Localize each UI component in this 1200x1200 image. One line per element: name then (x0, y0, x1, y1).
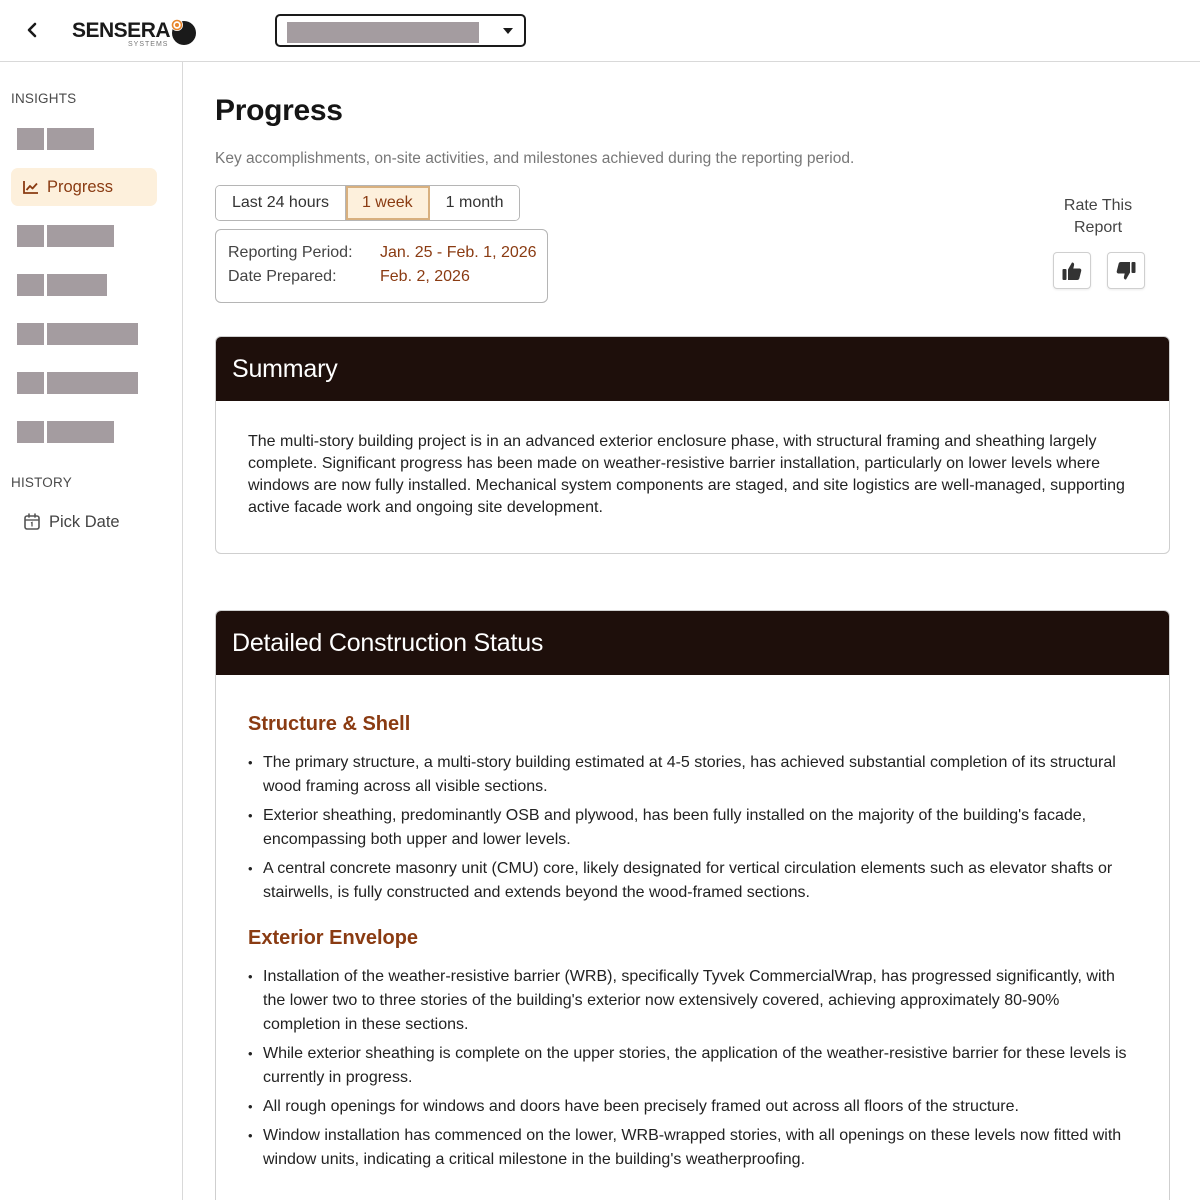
logo-mark-icon (168, 16, 198, 46)
rate-report-label (1043, 195, 1153, 239)
structure-shell-list (248, 751, 1137, 905)
redacted-icon (17, 421, 44, 443)
page-title: Progress (215, 94, 343, 127)
sidebar-item-redacted-3[interactable] (11, 266, 157, 304)
tab-1-month[interactable]: 1 month (430, 186, 520, 220)
redacted-label (47, 421, 114, 443)
detailed-status-card (215, 610, 1170, 1200)
thumbs-down-button[interactable] (1107, 252, 1145, 289)
reporting-period-label: Reporting Period: (228, 244, 353, 261)
pick-date-label: Pick Date (49, 513, 120, 531)
sidebar-item-redacted-2[interactable] (11, 217, 157, 255)
detailed-status-heading: Detailed Construction Status (216, 611, 1169, 675)
summary-heading: Summary (216, 337, 1169, 401)
redacted-label (47, 323, 138, 345)
thumbs-up-icon (1061, 260, 1083, 282)
redacted-icon (17, 225, 44, 247)
sidebar-item-label: Progress (47, 178, 114, 196)
rate-line-2: Report (1073, 219, 1123, 236)
date-prepared-label: Date Prepared: (228, 268, 337, 285)
page-subtitle: Key accomplishments, on-site activities, and milestones achieved during the reporting period. (215, 150, 855, 167)
tab-1-week[interactable]: 1 week (346, 186, 430, 220)
reporting-period-value: Jan. 25 - Feb. 1, 2026 (380, 244, 537, 261)
sidebar-item-redacted-5[interactable] (11, 364, 157, 402)
detailed-status-body (216, 675, 1169, 1200)
rate-line-1: Rate This (1063, 197, 1133, 214)
pick-date-button[interactable] (11, 504, 157, 540)
thumbs-up-button[interactable] (1053, 252, 1091, 289)
list-item: • Window installation has commenced on the lower, WRB-wrapped stories, with all openings on these levels now fitted with window units, indicating a critical milestone in the building's weatherproofing. (248, 1124, 1137, 1172)
main-content (183, 62, 1200, 1200)
sidebar-item-progress[interactable] (11, 168, 157, 206)
redacted-icon (17, 323, 44, 345)
report-period-box (215, 229, 548, 303)
summary-card (215, 336, 1170, 554)
list-item: • Installation of the weather-resistive barrier (WRB), specifically Tyvek CommercialWrap, has progressed significantly, with the lower two to three stories of the building's exterior now extensively covered, achieving approximately 80-90% completion in these sections. (248, 965, 1137, 1037)
redacted-label (47, 225, 114, 247)
reporting-period-row (228, 244, 537, 262)
calendar-icon (24, 513, 40, 530)
exterior-envelope-list (248, 965, 1137, 1172)
section-title-exterior-envelope: Exterior Envelope (248, 927, 419, 949)
sensera-logo (72, 14, 198, 50)
sidebar-item-redacted-4[interactable] (11, 315, 157, 353)
redacted-icon (17, 274, 44, 296)
tab-last-24-hours[interactable]: Last 24 hours (216, 186, 346, 220)
time-range-tabs (215, 185, 520, 221)
redacted-icon (17, 372, 44, 394)
logo-subtext: SYSTEMS (128, 41, 169, 48)
section-title-structure-shell: Structure & Shell (248, 713, 411, 735)
summary-text: The multi-story building project is in an advanced exterior enclosure phase, with structural framing and sheathing largely complete. Significant progress has been made on weather-resistive barrier installation, particularly on lower levels where windows are now fully installed. Mechanical system components are staged, and site logistics are well-managed, supporting active facade work and ongoing site development. (248, 433, 1125, 516)
back-button[interactable] (20, 17, 44, 43)
top-bar (0, 0, 1200, 62)
date-prepared-value: Feb. 2, 2026 (380, 268, 470, 285)
sidebar (0, 62, 183, 1200)
redacted-label (47, 274, 107, 296)
date-prepared-row (228, 268, 470, 286)
project-select[interactable] (275, 14, 526, 47)
sidebar-item-redacted-1[interactable] (11, 120, 157, 158)
list-item: • Exterior sheathing, predominantly OSB and plywood, has been fully installed on the majority of the building's facade, encompassing both upper and lower levels. (248, 804, 1137, 852)
history-heading: HISTORY (11, 475, 72, 490)
chevron-left-icon (25, 22, 39, 38)
redacted-label (47, 372, 138, 394)
caret-down-icon (503, 28, 513, 34)
list-item: • While exterior sheathing is complete on the upper stories, the application of the weather-resistive barrier for these levels is currently in progress. (248, 1042, 1137, 1090)
sidebar-item-redacted-6[interactable] (11, 413, 157, 451)
thumbs-down-icon (1115, 260, 1137, 282)
logo-text: SENSERA (72, 19, 171, 42)
line-chart-icon (23, 180, 39, 194)
list-item: • A central concrete masonry unit (CMU) core, likely designated for vertical circulation elements such as elevator shafts or stairwells, is fully constructed and extends beyond the wood-framed sections. (248, 857, 1137, 905)
redacted-label (47, 128, 94, 150)
project-name-redacted (287, 22, 479, 43)
redacted-icon (17, 128, 44, 150)
insights-heading: INSIGHTS (11, 91, 77, 106)
list-item: • All rough openings for windows and doors have been precisely framed out across all floors of the structure. (248, 1095, 1137, 1119)
list-item: • The primary structure, a multi-story building estimated at 4-5 stories, has achieved substantial completion of its structural wood framing across all visible sections. (248, 751, 1137, 799)
